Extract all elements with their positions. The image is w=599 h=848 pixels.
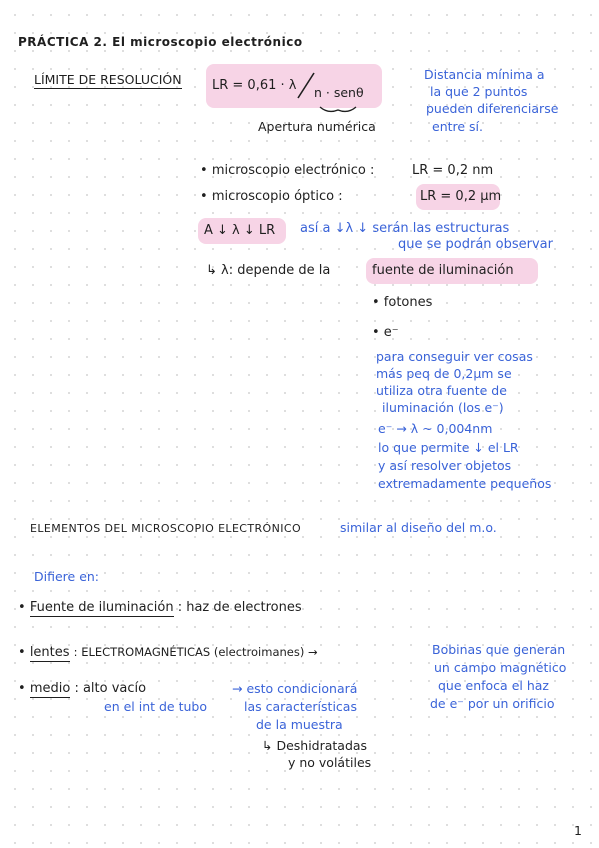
limite-note-1: Distancia mínima a xyxy=(424,67,545,82)
medio-label: medio xyxy=(29,681,71,696)
formula-numerator: LR = 0,61 · λ xyxy=(212,78,297,93)
bobinas-2: un campo magnético xyxy=(434,660,567,675)
limite-label: LÍMITE DE RESOLUCIÓN xyxy=(34,73,182,89)
relacion-text: A ↓ λ ↓ LR xyxy=(204,223,276,238)
lambda-highlight-text: fuente de iluminación xyxy=(372,263,514,278)
page-title: PRÁCTICA 2. El microscopio electrónico xyxy=(18,35,303,49)
bullet-micro-elec: • microscopio electrónico : xyxy=(200,163,375,178)
electrones-item: • e⁻ xyxy=(372,325,399,340)
relacion-note-1: así a ↓λ ↓ serán las estructuras xyxy=(300,221,510,236)
lentes-label: lentes xyxy=(29,645,70,660)
fotones-item: • fotones xyxy=(372,295,433,310)
limite-note-3: pueden diferenciarse xyxy=(426,101,559,116)
explain-6: lo que permite ↓ el LR xyxy=(378,440,519,455)
bobinas-3: que enfoca el haz xyxy=(438,678,549,693)
explain-1: para conseguir ver cosas xyxy=(376,349,533,364)
page-number: 1 xyxy=(574,823,582,838)
apertura-numerica: Apertura numérica xyxy=(258,119,376,134)
deshidratadas-1: ↳ Deshidratadas xyxy=(262,738,368,753)
condiciona-2: las características xyxy=(244,699,357,714)
bobinas-4: de e⁻ por un orificio xyxy=(430,696,555,711)
bullet-micro-opt: • microscopio óptico : xyxy=(200,189,343,204)
elementos-heading: ELEMENTOS DEL MICROSCOPIO ELECTRÓNICO xyxy=(30,522,302,535)
elementos-similar: similar al diseño del m.o. xyxy=(340,520,497,535)
explain-5: e⁻ → λ ~ 0,004nm xyxy=(378,421,493,436)
explain-8: extremadamente pequeños xyxy=(378,476,552,491)
explain-3: utiliza otra fuente de xyxy=(376,383,507,398)
limite-note-2: la que 2 puntos xyxy=(430,84,528,99)
micro-opt-value: LR = 0,2 μm xyxy=(420,189,502,204)
formula-denominator: n · senθ xyxy=(314,85,364,100)
medio-note: en el int de tubo xyxy=(104,699,207,714)
difiere-label: Difiere en: xyxy=(34,569,100,584)
fuente-row: • Fuente de iluminación : haz de electrones xyxy=(18,600,302,615)
micro-opt-label: microscopio óptico : xyxy=(211,189,343,204)
explain-7: y así resolver objetos xyxy=(378,458,512,473)
deshidratadas-2: y no volátiles xyxy=(288,755,372,770)
lentes-value: : ELECTROMAGNÉTICAS (electroimanes) → xyxy=(73,645,318,659)
limite-note-4: entre sí. xyxy=(432,119,484,134)
relacion-note-2: que se podrán observar xyxy=(398,237,553,252)
fuente-value: : haz de electrones xyxy=(177,600,302,615)
condiciona-3: de la muestra xyxy=(256,717,343,732)
fuente-label: Fuente de iluminación xyxy=(29,600,174,615)
medio-row: • medio : alto vacío xyxy=(18,681,147,696)
explain-4: iluminación (los e⁻) xyxy=(382,400,504,415)
brace-under xyxy=(318,104,358,116)
condiciona-1: → esto condicionará xyxy=(232,681,358,696)
micro-elec-value: LR = 0,2 nm xyxy=(412,163,494,178)
lambda-prefix: ↳ λ: depende de la xyxy=(206,263,331,278)
micro-elec-label: microscopio electrónico : xyxy=(211,163,375,178)
medio-value: : alto vacío xyxy=(74,681,147,696)
lentes-row: • lentes : ELECTROMAGNÉTICAS (electroimanes) → xyxy=(18,645,318,660)
bobinas-1: Bobinas que generan xyxy=(432,642,566,657)
explain-2: más peq de 0,2μm se xyxy=(376,366,512,381)
